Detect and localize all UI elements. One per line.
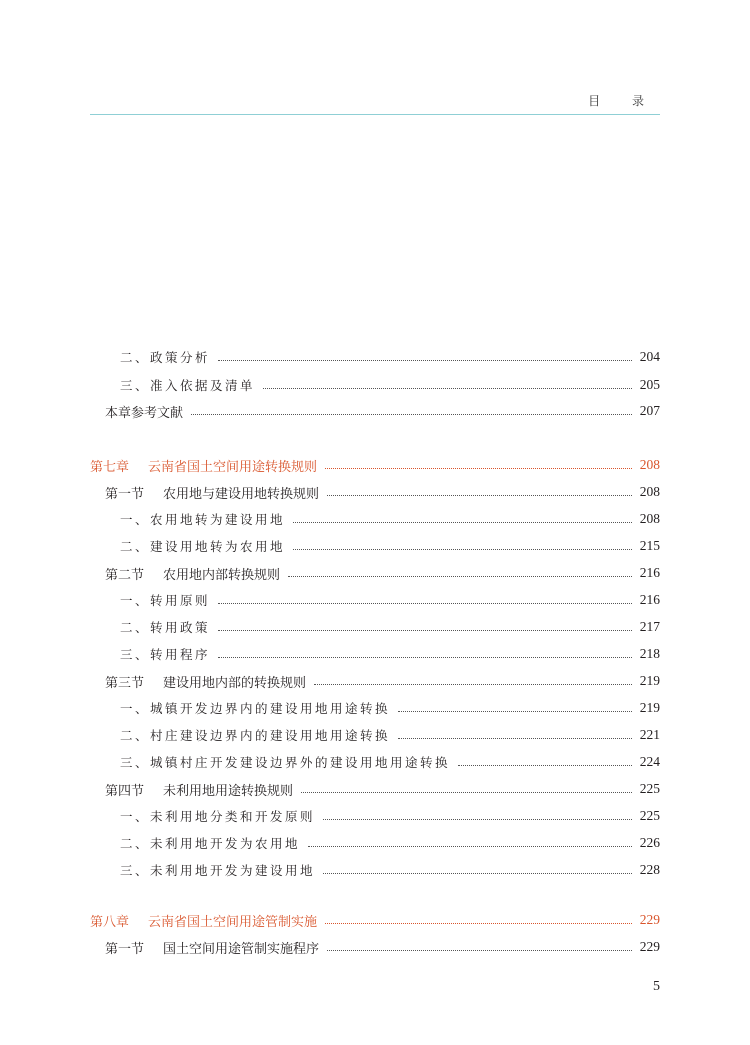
- dot-leader: [218, 602, 632, 604]
- toc-entry-item[interactable]: [90, 590, 660, 610]
- dot-leader: [218, 359, 632, 361]
- toc-entry-page: 219: [639, 673, 660, 688]
- toc-entry-number: 第四节: [105, 783, 145, 799]
- toc-entry-section[interactable]: [90, 671, 660, 691]
- toc-entry-chapter[interactable]: [90, 455, 660, 475]
- dot-leader: [218, 629, 632, 631]
- toc-entry-number: 第一节: [105, 486, 145, 502]
- dot-leader: [191, 413, 632, 415]
- toc-entry-page: 226: [639, 835, 660, 850]
- toc-entry-number: 第三节: [105, 675, 145, 691]
- toc-entry-section[interactable]: [90, 937, 660, 957]
- dot-leader: [263, 387, 632, 389]
- toc-entry-label: 农用地内部转换规则: [163, 567, 281, 583]
- toc-entry-page: 205: [639, 377, 660, 392]
- toc-entry-title: [90, 807, 319, 825]
- dot-leader: [323, 818, 632, 820]
- toc-entry-page: 221: [639, 727, 660, 742]
- toc-entry-label: 三、转用程序: [120, 647, 211, 662]
- toc-entry-item[interactable]: [90, 698, 660, 718]
- page-number: 5: [653, 979, 660, 994]
- toc-entry-title: [90, 510, 289, 528]
- toc-entry-ref[interactable]: [90, 401, 660, 421]
- toc-entry-item[interactable]: [90, 860, 660, 880]
- toc-entry-label: 一、农用地转为建设用地: [120, 512, 286, 527]
- toc-entry-label: 一、转用原则: [120, 593, 211, 608]
- toc-entry-section[interactable]: [90, 779, 660, 799]
- toc-entry-title: [90, 672, 310, 691]
- toc-entry-label: 二、政策分析: [120, 350, 211, 365]
- toc-entry-page: 229: [639, 939, 660, 954]
- toc-entry-number: 第七章: [90, 459, 130, 475]
- toc-entry-title: [90, 726, 394, 744]
- toc-entry-item[interactable]: [90, 617, 660, 637]
- toc-entry-page: 225: [639, 781, 660, 796]
- dot-leader: [325, 467, 632, 469]
- toc-entry-page: 208: [639, 511, 660, 526]
- dot-leader: [301, 791, 632, 793]
- toc-entry-page: 215: [639, 538, 660, 553]
- header-divider: [90, 114, 660, 115]
- toc-entry-page: 204: [639, 349, 660, 364]
- dot-leader: [323, 872, 632, 874]
- toc-entry-label: 本章参考文献: [105, 405, 184, 421]
- toc-entry-number: 第一节: [105, 941, 145, 957]
- toc-entry-item[interactable]: [90, 833, 660, 853]
- toc-entry-label: 国土空间用途管制实施程序: [163, 941, 320, 957]
- dot-leader: [458, 764, 632, 766]
- toc-entry-title: [90, 376, 259, 394]
- toc-entry-title: [90, 938, 323, 957]
- toc-entry-page: 228: [639, 862, 660, 877]
- toc-entry-page: 216: [639, 565, 660, 580]
- toc-entry-title: [90, 911, 321, 930]
- toc-entry-item[interactable]: [90, 536, 660, 556]
- toc-entry-title: [90, 402, 187, 421]
- toc-entry-title: [90, 699, 394, 717]
- toc-entry-title: [90, 645, 214, 663]
- toc-entry-title: [90, 348, 214, 366]
- toc-entry-page: 208: [639, 457, 660, 472]
- toc-entry-title: [90, 537, 289, 555]
- toc-entry-label: 二、村庄建设边界内的建设用地用途转换: [120, 728, 391, 743]
- toc-entry-title: [90, 618, 214, 636]
- dot-leader: [325, 922, 632, 924]
- toc-entry-label: 三、准入依据及清单: [120, 378, 256, 393]
- toc-entry-page: 219: [639, 700, 660, 715]
- toc-entry-page: 225: [639, 808, 660, 823]
- toc-entry-label: 农用地与建设用地转换规则: [163, 486, 320, 502]
- toc-entry-title: [90, 456, 321, 475]
- toc-entry-label: 云南省国土空间用途管制实施: [148, 914, 318, 930]
- toc-entry-page: 208: [639, 484, 660, 499]
- toc-entry-page: 218: [639, 646, 660, 661]
- toc-entry-label: 二、建设用地转为农用地: [120, 539, 286, 554]
- toc-entry-title: [90, 753, 454, 771]
- toc-entry-label: 建设用地内部的转换规则: [163, 675, 307, 691]
- toc-entry-label: 云南省国土空间用途转换规则: [148, 459, 318, 475]
- toc-entry-section[interactable]: [90, 563, 660, 583]
- toc-entry-title: [90, 834, 304, 852]
- toc-entry-label: 二、未利用地开发为农用地: [120, 836, 301, 851]
- dot-leader: [308, 845, 632, 847]
- toc-entry-title: [90, 564, 284, 583]
- toc-entry-title: [90, 591, 214, 609]
- dot-leader: [398, 737, 632, 739]
- toc-entry-number: 第八章: [90, 914, 130, 930]
- toc-entry-item[interactable]: [90, 375, 660, 395]
- toc-entry-page: 216: [639, 592, 660, 607]
- dot-leader: [293, 548, 632, 550]
- toc-entry-title: [90, 483, 323, 502]
- toc-entry-label: 一、城镇开发边界内的建设用地用途转换: [120, 701, 391, 716]
- toc-entry-section[interactable]: [90, 482, 660, 502]
- toc-entry-label: 未利用地用途转换规则: [163, 783, 294, 799]
- toc-entry-item[interactable]: [90, 644, 660, 664]
- toc-entry-label: 三、未利用地开发为建设用地: [120, 863, 316, 878]
- toc-entry-number: 第二节: [105, 567, 145, 583]
- dot-leader: [218, 656, 632, 658]
- dot-leader: [293, 521, 632, 523]
- toc-entry-page: 207: [639, 403, 660, 418]
- toc-entry-label: 三、城镇村庄开发建设边界外的建设用地用途转换: [120, 755, 451, 770]
- toc-entry-item[interactable]: [90, 509, 660, 529]
- dot-leader: [327, 949, 632, 951]
- toc-entry-item[interactable]: [90, 806, 660, 826]
- toc-entry-label: 一、未利用地分类和开发原则: [120, 809, 316, 824]
- toc-entry-title: [90, 861, 319, 879]
- dot-leader: [398, 710, 632, 712]
- dot-leader: [288, 575, 632, 577]
- toc-entry-item[interactable]: [90, 347, 660, 367]
- toc-entry-item[interactable]: [90, 725, 660, 745]
- toc-entry-item[interactable]: [90, 752, 660, 772]
- toc-entry-chapter[interactable]: [90, 910, 660, 930]
- toc-entry-page: 217: [639, 619, 660, 634]
- toc-entry-title: [90, 780, 297, 799]
- dot-leader: [314, 683, 632, 685]
- toc-entry-page: 229: [639, 912, 660, 927]
- toc-entry-label: 二、转用政策: [120, 620, 211, 635]
- running-header-title: 目 录: [588, 94, 658, 108]
- dot-leader: [327, 494, 632, 496]
- toc-entry-page: 224: [639, 754, 660, 769]
